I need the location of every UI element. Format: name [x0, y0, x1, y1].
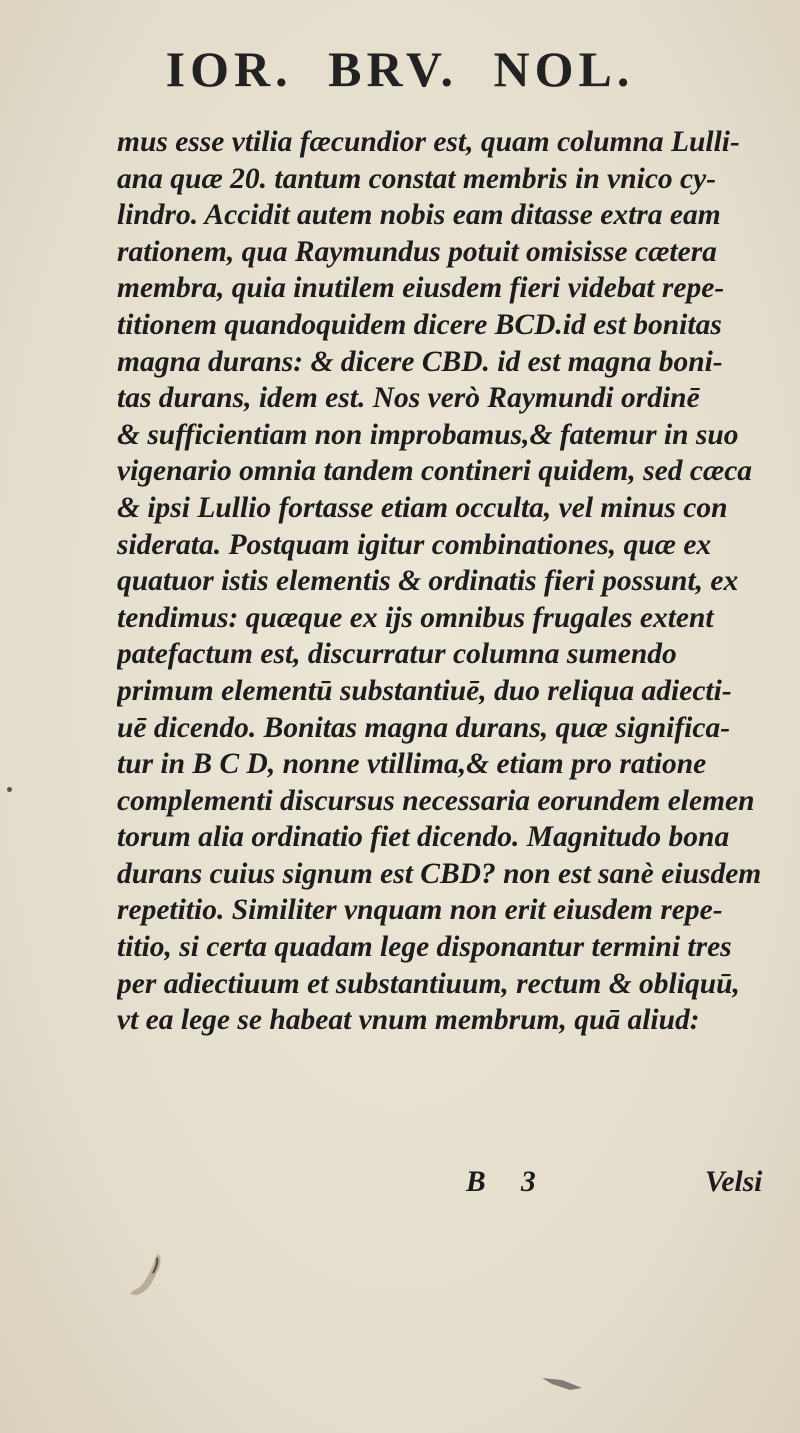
running-header: IOR. BRV. NOL. [165, 41, 635, 97]
text-line: durans cuius signum est CBD? non est sanè eiusdem [117, 857, 762, 890]
text-line: tendimus: quæque ex ijs omnibus frugales extent [117, 601, 714, 634]
text-line: titio, si certa quadam lege disponantur termini tres [117, 931, 732, 964]
text-line: repetitio. Similiter vnquam non erit eiusdem repe- [117, 894, 723, 927]
text-line: rationem, qua Raymundus potuit omisisse cætera [117, 235, 717, 268]
text-line: primum elementū substantiuē, duo reliqua adiecti- [117, 674, 732, 707]
text-line: lindro. Accidit autem nobis eam ditasse extra eam [117, 199, 721, 232]
text-line: patefactum est, discurratur columna sumendo [117, 638, 677, 671]
text-line: magna durans: & dicere CBD. id est magna boni- [117, 345, 723, 378]
text-line: & ipsi Lullio fortasse etiam occulta, vel minus con [117, 491, 728, 524]
text-line: & sufficientiam non improbamus,& fatemur in suo [117, 418, 739, 451]
ink-stain-icon [128, 1252, 168, 1298]
body-text [117, 124, 797, 1039]
text-line: per adiectiuum et substantiuum, rectum & obliquū, [117, 967, 740, 1000]
text-line: vigenario omnia tandem contineri quidem, sed cæca [117, 455, 753, 488]
text-line: torum alia ordinatio fiet dicendo. Magnitudo bona [117, 821, 730, 854]
text-line: membra, quia inutilem eiusdem fieri videbat repe- [117, 272, 725, 305]
text-line: mus esse vtilia fæcundior est, quam columna Lulli- [117, 126, 740, 158]
margin-dot [7, 787, 12, 792]
text-line: complementi discursus necessaria eorundem elemen [117, 784, 755, 817]
page-footer [0, 1166, 800, 1206]
text-line: vt ea lege se habeat vnum membrum, quā aliud: [117, 1004, 700, 1037]
text-line: uē dicendo. Bonitas magna durans, quæ significa- [117, 711, 731, 744]
text-line: quatuor istis elementis & ordinatis fieri possunt, ex [117, 565, 739, 598]
signature-number: 3 [521, 1166, 536, 1198]
text-line: ana quæ 20. tantum constat membris in vnico cy- [117, 162, 717, 195]
text-line: titionem quandoquidem dicere BCD.id est bonitas [117, 308, 722, 341]
text-line: tur in B C D, nonne vtillima,& etiam pro ratione [117, 748, 707, 781]
catchword: Velsi [705, 1166, 763, 1198]
pressmark-icon [540, 1372, 584, 1392]
text-line: tas durans, idem est. Nos verò Raymundi ordinē [117, 382, 700, 415]
text-line: siderata. Postquam igitur combinationes, quæ ex [117, 528, 712, 561]
signature-letter: B [466, 1166, 486, 1198]
